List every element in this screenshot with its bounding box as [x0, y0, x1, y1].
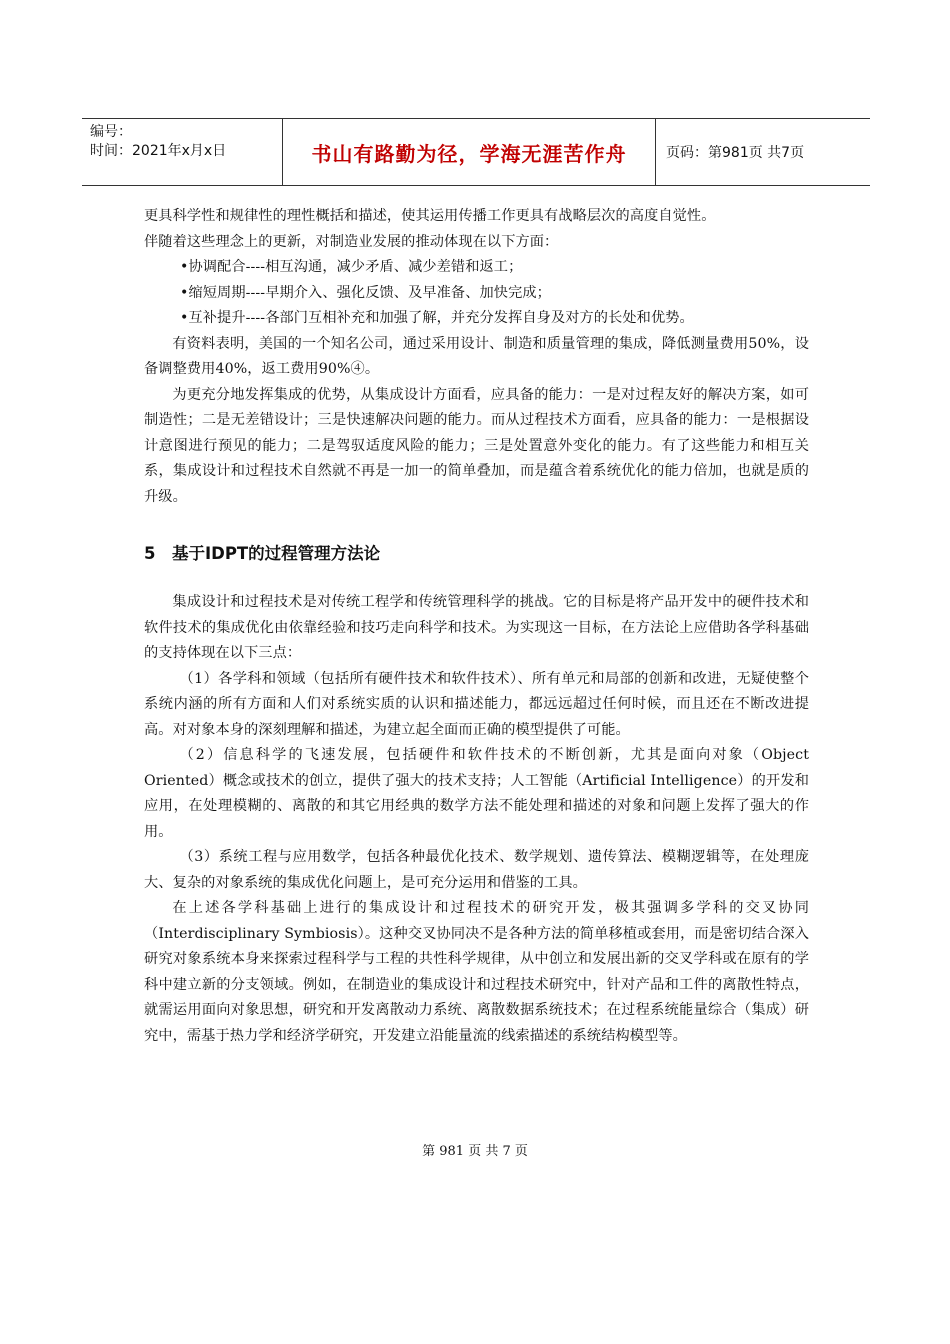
- section-heading: [144, 540, 380, 564]
- header-meta: [82, 119, 282, 185]
- header-motto: 书山有路勤为径，学海无涯苦作舟: [282, 119, 656, 185]
- bullet-item: •互补提升----各部门互相补充和加强了解，并充分发挥自身及对方的长处和优势。: [180, 310, 694, 326]
- page-header: [82, 118, 870, 186]
- paragraph: （1）各学科和领域（包括所有硬件技术和软件技术）、所有单元和局部的创新和改进，无疑使整个系统内涵的所有方面和人们对系统实质的认识和描述能力，都远远超过任何时候，而且还在不断改进提高。对对象本身的深刻理解和描述，为建立起全面而正确的模型提供了可能。: [144, 670, 809, 738]
- document-number-label: 编号：: [90, 124, 132, 140]
- paragraph: 为更充分地发挥集成的优势，从集成设计方面看，应具备的能力：一是对过程友好的解决方案，如可制造性；二是无差错设计；三是快速解决问题的能力。而从过程技术方面看，应具备的能力：一是根据设计意图进行预见的能力；二是驾驭适度风险的能力；三是处置意外变化的能力。有了这些能力和相互关系，集成设计和过程技术自然就不再是一加一的简单叠加，而是蕴含着系统优化的能力倍加，也就是质的升级。: [144, 386, 809, 505]
- paragraph: 伴随着这些理念上的更新，对制造业发展的推动体现在以下方面：: [144, 233, 559, 250]
- body-text: [144, 204, 809, 510]
- section-body: [144, 590, 809, 1049]
- paragraph: （2）信息科学的飞速发展，包括硬件和软件技术的不断创新，尤其是面向对象（Object Oriented）概念或技术的创立，提供了强大的技术支持；人工智能（Artificial Intelligence）的开发和应用，在处理模糊的、离散的和其它用经典的数学方法不能处理和描述的对象和问题上发挥了强大的作用。: [144, 747, 809, 840]
- document-time-label: 时间：2021年x月x日: [90, 143, 227, 159]
- section-number: 5: [144, 544, 156, 563]
- paragraph: 更具科学性和规律性的理性概括和描述，使其运用传播工作更具有战略层次的高度自觉性。: [144, 208, 716, 224]
- paragraph: （3）系统工程与应用数学，包括各种最优化技术、数学规划、遗传算法、模糊逻辑等，在处理庞大、复杂的对象系统的集成优化问题上，是可充分运用和借鉴的工具。: [144, 849, 809, 891]
- header-page-number: 页码：第981页 共7页: [666, 145, 805, 161]
- bullet-item: •缩短周期----早期介入、强化反馈、及早准备、加快完成；: [180, 284, 551, 301]
- paragraph: 集成设计和过程技术是对传统工程学和传统管理科学的挑战。它的目标是将产品开发中的硬件技术和软件技术的集成优化由依靠经验和技巧走向科学和技术。为实现这一目标，在方法论上应借助各学科基础的支持体现在以下三点：: [144, 594, 809, 661]
- section-title: 基于IDPT的过程管理方法论: [172, 544, 381, 563]
- page-footer: 第 981 页 共 7 页: [422, 1144, 528, 1159]
- paragraph: 有资料表明，美国的一个知名公司，通过采用设计、制造和质量管理的集成，降低测量费用50%，设备调整费用40%，返工费用90%④。: [144, 335, 809, 377]
- bullet-item: •协调配合----相互沟通，减少矛盾、减少差错和返工；: [180, 259, 523, 275]
- paragraph: 在上述各学科基础上进行的集成设计和过程技术的研究开发，极其强调多学科的交叉协同（Interdisciplinary Symbiosis）。这种交叉协同决不是各种方法的简单移植或套用，而是密切结合深入研究对象系统本身来探索过程科学与工程的共性科学规律，从中创立和发展出新的交叉学科或在原有的学科中建立新的分支领域。例如，在制造业的集成设计和过程技术研究中，针对产品和工件的离散性特点，就需运用面向对象思想，研究和开发离散动力系统、离散数据系统技术；在过程系统能量综合（集成）研究中，需基于热力学和经济学研究，开发建立沿能量流的线索描述的系统结构模型等。: [144, 900, 809, 1044]
